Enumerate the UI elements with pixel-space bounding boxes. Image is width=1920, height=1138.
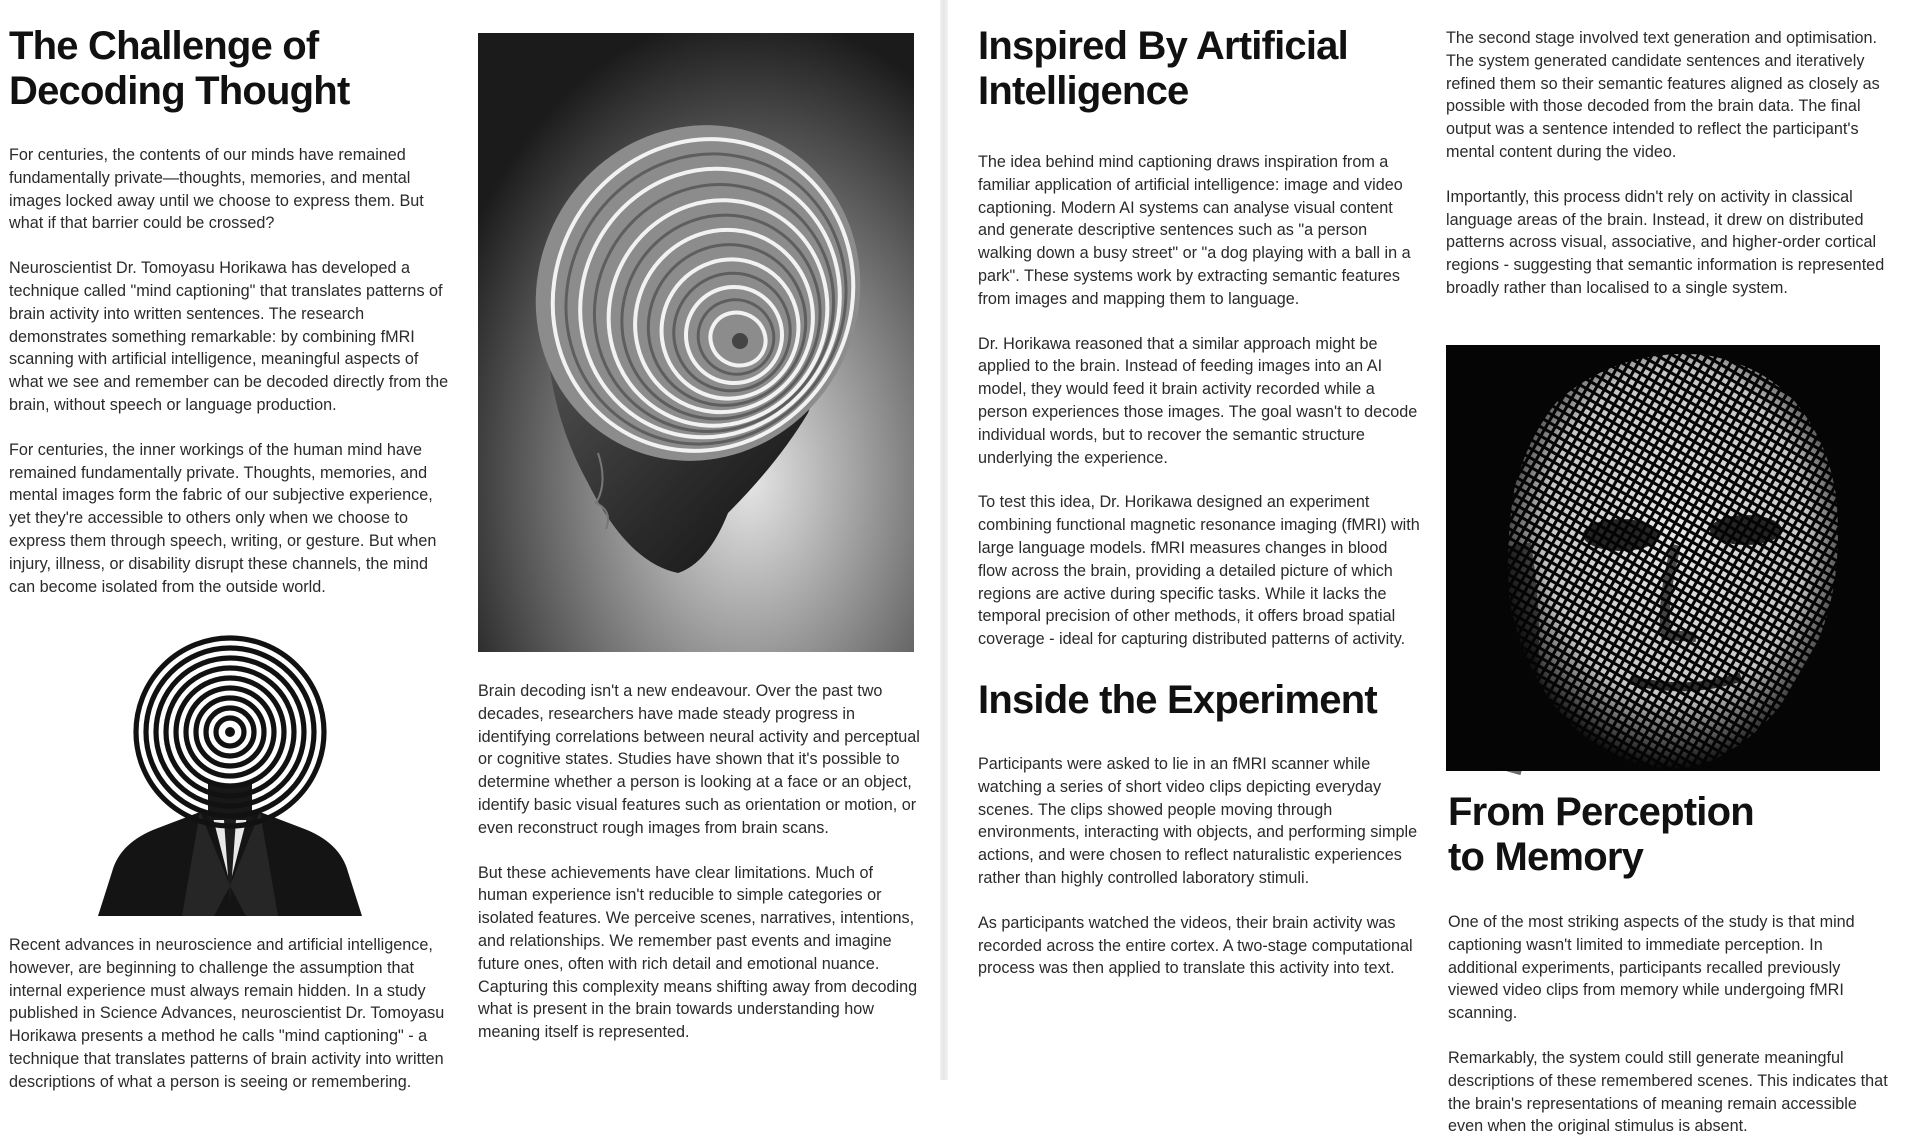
- paragraph: As participants watched the videos, their brain activity was recorded across the entire cortex. A two-stage computational process was then applied to translate this activity into text.: [978, 913, 1413, 978]
- paragraph: For centuries, the contents of our minds have remained fundamentally private—thoughts, memories, and mental images locked away until we choose to express them. But what if that barrier could be crossed?: [9, 146, 424, 233]
- right-column-1: [978, 24, 1420, 980]
- dotted-face-svg: [1446, 345, 1880, 771]
- paragraph: Dr. Horikawa reasoned that a similar approach might be applied to the brain. Instead of feeding images into an AI model, they would feed it brain activity recorded while a person experiences those images. The goal wasn't to decode individual words, but to recover the semantic structure underlying the experience.: [978, 334, 1418, 467]
- right-page: [948, 0, 1920, 1136]
- paragraph: Participants were asked to lie in an fMRI scanner while watching a series of short video clips depicting everyday scenes. The clips showed people moving through environments, interacting with objects, and performing simple actions, and were chosen to reflect naturalistic experiences rather than highly controlled laboratory stimuli.: [978, 754, 1418, 887]
- paragraph: One of the most striking aspects of the study is that mind captioning wasn't limited to immediate perception. In additional experiments, participants recalled previously viewed video clips from memory while undergoing fMRI scanning.: [1448, 913, 1855, 1023]
- left-column-1-continued: [9, 934, 449, 1094]
- paragraph: Importantly, this process didn't rely on activity in classical language areas of the brain. Instead, it drew on distributed patterns across visual, associative, and higher-order cortical regions - suggesting that semantic information is represented broadly rather than localised to a single system.: [1446, 187, 1885, 297]
- paragraph: For centuries, the inner workings of the human mind have remained fundamentally private. Thoughts, memories, and mental images form the fabric of our subjective experience, yet they're accessible to others only when we choose to express them through speech, writing, or gesture. But when injury, illness, or disability disrupt these channels, the mind can become isolated from the outside world.: [9, 440, 437, 596]
- heading-inside-experiment: Inside the Experiment: [978, 677, 1377, 722]
- left-column-1: [9, 24, 449, 598]
- left-column-2: [478, 680, 920, 1044]
- paragraph: Neuroscientist Dr. Tomoyasu Horikawa has developed a technique called "mind captioning" that translates patterns of brain activity into written sentences. The research demonstrates something remarkable: by combining fMRI scanning with artificial intelligence, meaningful aspects of what we see and remember can be decoded directly from the brain, without speech or language production.: [9, 259, 449, 414]
- paragraph: Brain decoding isn't a new endeavour. Over the past two decades, researchers have made steady progress in identifying correlations between neural activity and perceptual or cognitive states. Studies have shown that it's possible to determine whether a person is looking at a face or an object, identify basic visual features such as orientation or motion, or even reconstruct rough images from brain scans.: [478, 682, 920, 837]
- spiral-bowl-head-photo: [478, 33, 914, 652]
- page-gutter: [940, 0, 948, 1080]
- right-column-2-continued: [1448, 790, 1888, 1138]
- paragraph: The idea behind mind captioning draws inspiration from a familiar application of artificial intelligence: image and video captioning. Modern AI systems can analyse visual content and generate descriptive sentences such as "a person walking down a busy street" or "a dog playing with a ball in a park". These systems work by extracting semantic features from images and mapping them to language.: [978, 153, 1411, 308]
- left-page: [0, 0, 940, 1091]
- heading-challenge: The Challenge of Decoding Thought: [9, 24, 350, 113]
- paragraph: To test this idea, Dr. Horikawa designed an experiment combining functional magnetic resonance imaging (fMRI) with large language models. fMRI measures changes in blood flow across the brain, providing a detailed picture of which regions are active during specific tasks. While it lacks the temporal precision of other methods, it offers broad spatial coverage - ideal for capturing distributed patterns of activity.: [978, 493, 1420, 649]
- dotted-face-photo: [1446, 345, 1880, 771]
- paragraph: But these achievements have clear limitations. Much of human experience isn't reducible to simple categories or isolated features. We perceive scenes, narratives, intentions, and relationships. We remember past events and imagine future ones, often with rich detail and emotional nuance. Capturing this complexity means shifting away from decoding what is present in the brain towards understanding how meaning itself is represented.: [478, 863, 918, 1042]
- spiral-head-svg: [96, 634, 364, 916]
- heading-inspired-by-ai: Inspired By Artificial Intelligence: [978, 24, 1348, 113]
- bowl-head-svg: [478, 33, 914, 652]
- spiral-head-illustration: [96, 634, 364, 916]
- right-column-2: [1446, 27, 1896, 300]
- heading-perception-memory: From Perception to Memory: [1448, 790, 1754, 879]
- paragraph: Remarkably, the system could still generate meaningful descriptions of these remembered scenes. This indicates that the brain's representations of meaning remain accessible even when the original stimulus is absent.: [1448, 1048, 1888, 1136]
- paragraph: The second stage involved text generation and optimisation. The system generated candidate sentences and iteratively refined them so their semantic features aligned as closely as possible with those decoded from the brain data. The final output was a sentence intended to reflect the participant's mental content during the video.: [1446, 29, 1880, 161]
- paragraph: Recent advances in neuroscience and artificial intelligence, however, are beginning to challenge the assumption that internal experience must always remain hidden. In a study published in Science Advances, neuroscientist Dr. Tomoyasu Horikawa presents a method he calls "mind captioning" - a technique that translates patterns of brain activity into written descriptions of what a person is seeing or remembering.: [9, 936, 445, 1091]
